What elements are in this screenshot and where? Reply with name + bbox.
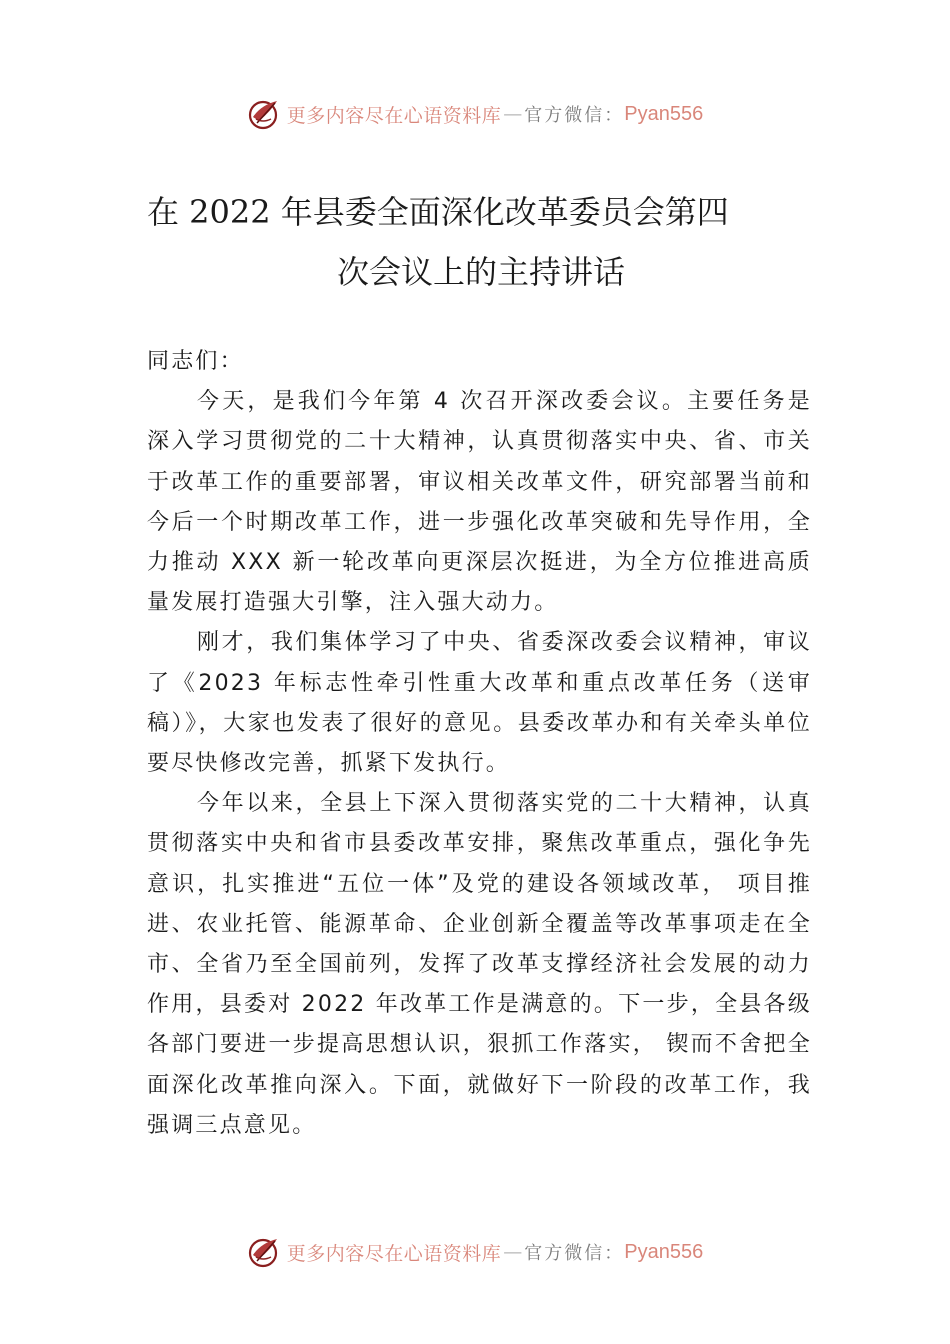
quill-logo-icon bbox=[247, 97, 281, 131]
body-paragraph: 刚才，我们集体学习了中央、省委深改委会议精神，审议了《2023 年标志性牵引性重大改革和重点改革任务（送审稿）》，大家也发表了很好的意见。县委改革办和有关牵头单位要尽快修改完善，抓紧下发执行。 bbox=[147, 630, 812, 777]
wechat-id: Pyan556 bbox=[624, 1240, 704, 1263]
dash-separator: — bbox=[503, 103, 523, 125]
brand-text: 更多内容尽在心语资料库 bbox=[286, 104, 502, 127]
footer-watermark-banner bbox=[0, 1230, 950, 1274]
wechat-label: 官方微信： bbox=[524, 1243, 625, 1264]
body-paragraph: 今天，是我们今年第 4 次召开深改委会议。主要任务是深入学习贯彻党的二十大精神，认真贯彻落实中央、省、市关于改革工作的重要部署，审议相关改革文件，研究部署当前和今后一个时期改革工作，进一步强化改革突破和先导作用，全力推动 XXX 新一轮改革向更深层次挺进，为全方位推进高质量发展打造强大引擎，注入强大动力。 bbox=[147, 389, 812, 616]
dash-separator: — bbox=[503, 1241, 523, 1263]
wechat-label: 官方微信： bbox=[524, 105, 625, 126]
brand-text: 更多内容尽在心语资料库 bbox=[286, 1242, 502, 1265]
title-line-1: 在 2022 年县委全面深化改革委员会第四 bbox=[147, 193, 729, 231]
document-body bbox=[147, 342, 812, 1146]
document-title bbox=[147, 182, 817, 302]
header-watermark-banner bbox=[0, 92, 950, 136]
body-paragraph: 今年以来，全县上下深入贯彻落实党的二十大精神，认真贯彻落实中央和省市县委改革安排，聚焦改革重点，强化争先意识，扎实推进“五位一体”及党的建设各领域改革， 项目推进、农业托管、能源革命、企业创新全覆盖等改革事项走在全市、全省乃至全国前列，发挥了改革支撑经济社会发展的动力作用，县委对 2022 年改革工作是满意的。下一步，全县各级各部门要进一步提高思想认识，狠抓工作落实， 锲而不舍把全面深化改革推向深入。下面，就做好下一阶段的改革工作，我强调三点意见。 bbox=[147, 791, 812, 1138]
quill-logo-icon bbox=[247, 1235, 281, 1269]
salutation: 同志们： bbox=[147, 349, 244, 374]
title-line-2: 次会议上的主持讲话 bbox=[337, 253, 626, 291]
wechat-id: Pyan556 bbox=[624, 102, 704, 125]
